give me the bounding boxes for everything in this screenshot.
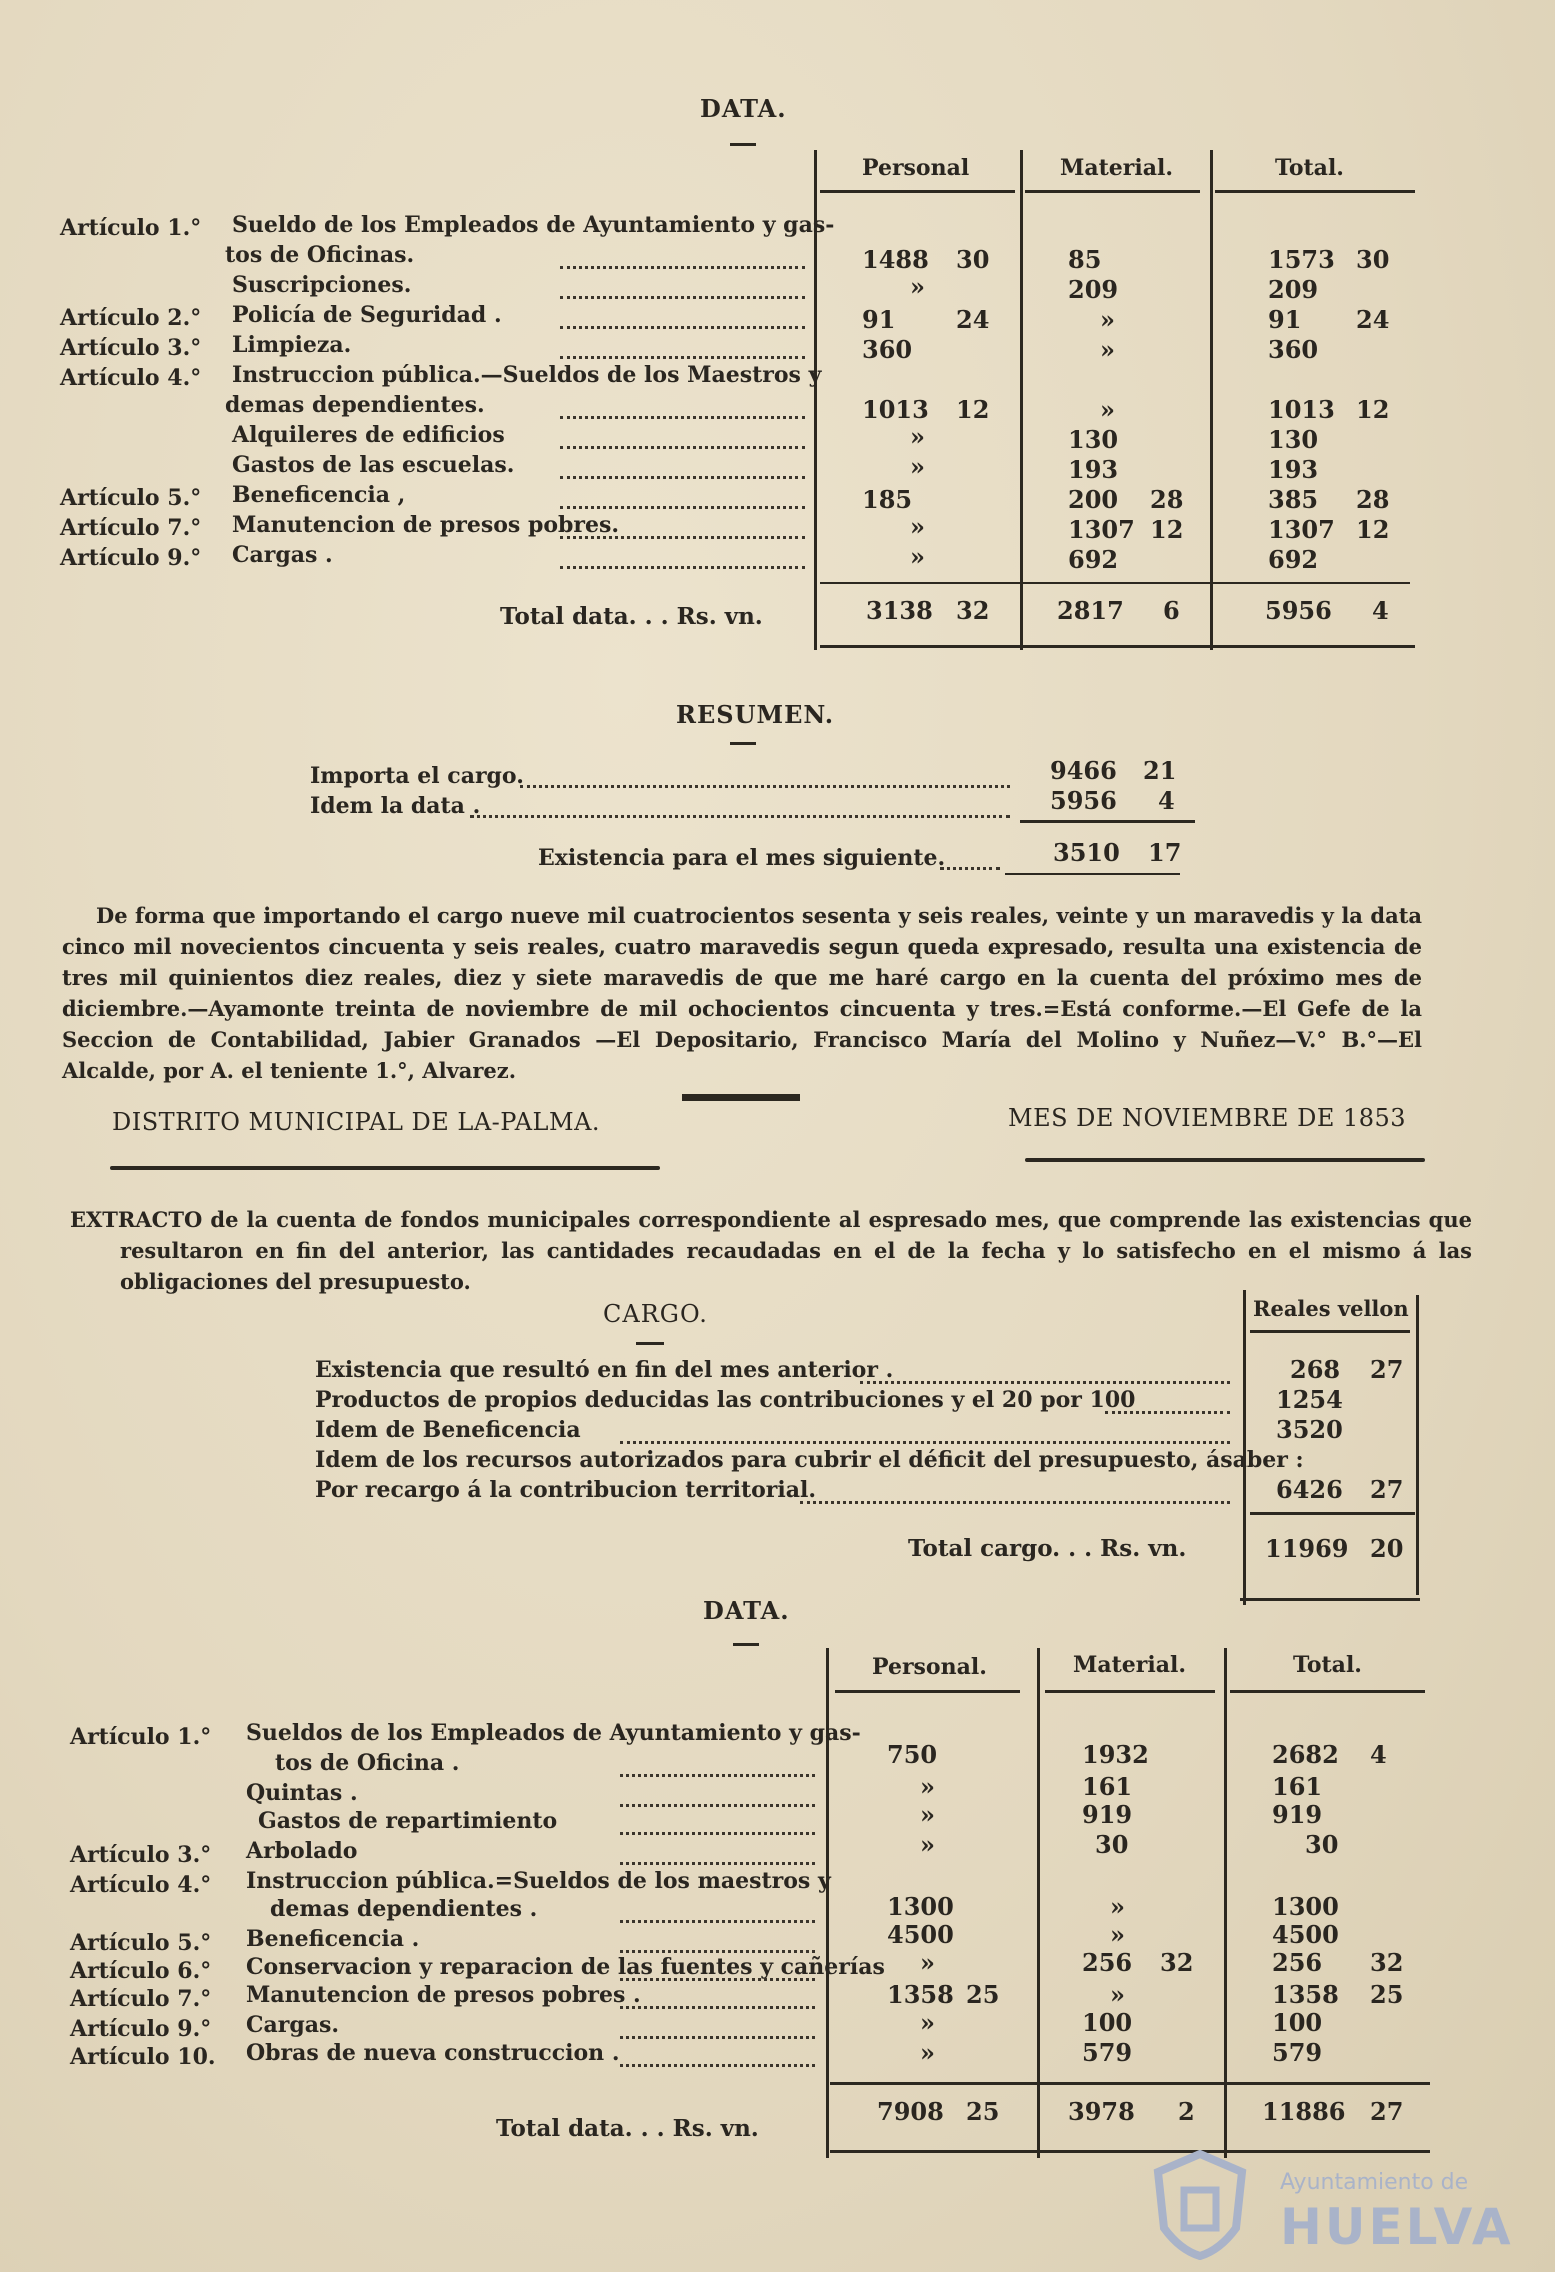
total-value: 919 (1272, 1800, 1323, 1829)
personal-value: » (920, 1830, 935, 1859)
cargo-cents: 27 (1370, 1475, 1404, 1504)
watermark-line1: Ayuntamiento de (1280, 2170, 1469, 2195)
data-title-1: DATA. (700, 94, 787, 123)
data-title-2: DATA. (703, 1596, 790, 1625)
row-description: Instruccion pública.—Sueldos de los Maestros y (232, 362, 822, 388)
row-description: tos de Oficina . (275, 1750, 460, 1776)
resumen-exist-label: Existencia para el mes siguiente. (538, 845, 946, 871)
row-description: tos de Oficinas. (225, 242, 415, 268)
row-description: Alquileres de edificios (232, 422, 505, 448)
personal-cents: 25 (966, 1980, 1000, 2009)
cargo-value: 1254 (1276, 1385, 1343, 1414)
total-material-cents-2: 2 (1178, 2097, 1195, 2126)
material-value: 200 (1068, 485, 1119, 514)
personal-value: 360 (862, 335, 913, 364)
leader-dots (560, 416, 805, 419)
total-rule-2 (830, 2150, 1430, 2153)
leader-dots (620, 1978, 815, 1981)
leader-dots (620, 1774, 815, 1777)
leader-dots (620, 2006, 815, 2009)
material-value: 256 (1082, 1948, 1133, 1977)
material-value: 30 (1095, 1830, 1129, 1859)
total-cents: 32 (1370, 1948, 1404, 1977)
article-label: Artículo 5.° (60, 485, 202, 511)
article-label: Artículo 5.° (70, 1930, 212, 1956)
personal-cents: 12 (956, 395, 990, 424)
personal-value: » (910, 452, 925, 481)
material-value: 130 (1068, 425, 1119, 454)
row-description: Beneficencia , (232, 482, 406, 508)
district-name: DISTRITO MUNICIPAL DE LA-PALMA. (112, 1108, 601, 1136)
total-value: 385 (1268, 485, 1319, 514)
article-label: Artículo 9.° (60, 545, 202, 571)
personal-value: » (920, 2038, 935, 2067)
material-cents: 12 (1150, 515, 1184, 544)
header-rule-3 (1215, 190, 1415, 193)
personal-value: » (910, 272, 925, 301)
cargo-total-cents: 20 (1370, 1534, 1404, 1563)
personal-value: 1358 (887, 1980, 954, 2009)
watermark-line2: HUELVA (1280, 2198, 1514, 2256)
leader-dots (620, 1862, 815, 1865)
material-value: 579 (1082, 2038, 1133, 2067)
cargo-row-description: Por recargo á la contribucion territorial. (315, 1477, 816, 1503)
row-description: Quintas . (246, 1780, 358, 1806)
row-description: Cargas . (232, 542, 333, 568)
total-rule-1 (820, 645, 1415, 648)
resumen-data-dots (470, 815, 1010, 818)
vrule-s1-b (1020, 150, 1023, 650)
material-cents: 32 (1160, 1948, 1194, 1977)
resumen-exist-dots (940, 867, 1000, 870)
article-label: Artículo 4.° (70, 1872, 212, 1898)
resumen-dash (730, 742, 756, 745)
row-description: Gastos de repartimiento (258, 1808, 558, 1834)
resumen-cargo-cents: 21 (1143, 756, 1177, 785)
personal-cents: 24 (956, 305, 990, 334)
resumen-data-label: Idem la data . (310, 793, 481, 819)
article-label: Artículo 7.° (70, 1986, 212, 2012)
district-underline-right (1025, 1158, 1425, 1162)
header-rule-2b (1045, 1690, 1215, 1693)
total-cents: 30 (1356, 245, 1390, 274)
total-data-label-2: Total data. . . Rs. vn. (496, 2115, 759, 2142)
row-description: Suscripciones. (232, 272, 412, 298)
leader-dots (620, 1804, 815, 1807)
material-value: 919 (1082, 1800, 1133, 1829)
article-label: Artículo 6.° (70, 1958, 212, 1984)
total-value: 256 (1272, 1948, 1323, 1977)
total-value: 1300 (1272, 1892, 1339, 1921)
total-value: 100 (1272, 2008, 1323, 2037)
total-personal-cents-1: 32 (956, 596, 990, 625)
cargo-sum-rule (1250, 1512, 1415, 1515)
total-data-label-1: Total data. . . Rs. vn. (500, 603, 763, 630)
district-month: MES DE NOVIEMBRE DE 1853 (1008, 1104, 1407, 1132)
cargo-total-label: Total cargo. . . Rs. vn. (908, 1535, 1187, 1562)
total-value: 193 (1268, 455, 1319, 484)
personal-value: » (920, 1800, 935, 1829)
leader-dots (1105, 1411, 1230, 1414)
leader-dots (800, 1501, 1230, 1504)
col-header-material-1: Material. (1060, 155, 1173, 181)
leader-dots (560, 326, 805, 329)
material-value: 161 (1082, 1772, 1133, 1801)
personal-value: » (920, 2008, 935, 2037)
resumen-exist-value: 3510 (1053, 838, 1120, 867)
col-header-personal-1: Personal (862, 155, 970, 181)
row-description: Policía de Seguridad . (232, 302, 502, 328)
header-rule-2 (1025, 190, 1200, 193)
material-value: 100 (1082, 2008, 1133, 2037)
title-dash-2 (733, 1643, 759, 1646)
leader-dots (560, 506, 805, 509)
leader-dots (560, 356, 805, 359)
vrule-s1-c (1210, 150, 1213, 650)
personal-value: » (910, 422, 925, 451)
cargo-row-description: Idem de los recursos autorizados para cubrir el déficit del presupuesto, ásaber : (315, 1447, 1304, 1473)
total-total-cents-1: 4 (1372, 596, 1389, 625)
leader-dots (620, 1920, 815, 1923)
leader-dots (860, 1381, 1230, 1384)
row-description: Instruccion pública.=Sueldos de los maestros y (246, 1868, 831, 1894)
resumen-cargo-label: Importa el cargo. (310, 763, 524, 789)
subtotal-rule-2 (830, 2082, 1430, 2085)
total-value: 579 (1272, 2038, 1323, 2067)
material-value: » (1100, 305, 1115, 334)
leader-dots (560, 296, 805, 299)
article-label: Artículo 1.° (70, 1724, 212, 1750)
personal-value: 1488 (862, 245, 929, 274)
cargo-value: 268 (1290, 1355, 1341, 1384)
row-description: Limpieza. (232, 332, 352, 358)
row-description: Cargas. (246, 2012, 340, 2038)
personal-value: 91 (862, 305, 896, 334)
personal-value: » (910, 512, 925, 541)
material-value: » (1100, 335, 1115, 364)
leader-dots (560, 266, 805, 269)
row-description: Manutencion de presos pobres. (232, 512, 620, 538)
total-material-cents-1: 6 (1163, 596, 1180, 625)
cargo-row-description: Productos de propios deducidas las contribuciones y el 20 por 100 (315, 1387, 1136, 1413)
total-value: 1573 (1268, 245, 1335, 274)
resumen-data-cents: 4 (1158, 786, 1175, 815)
article-label: Artículo 4.° (60, 365, 202, 391)
district-underline-left (110, 1166, 660, 1170)
total-value: 692 (1268, 545, 1319, 574)
total-personal-cents-2: 25 (966, 2097, 1000, 2126)
total-total-2: 11886 (1262, 2097, 1346, 2126)
total-material-1: 2817 (1057, 596, 1124, 625)
row-description: Conservacion y reparacion de las fuentes y cañerías (246, 1954, 885, 1980)
huelva-logo-icon (1150, 2150, 1250, 2260)
row-description: Sueldos de los Empleados de Ayuntamiento y gas- (246, 1720, 861, 1746)
material-value: 692 (1068, 545, 1119, 574)
section-separator (682, 1094, 800, 1101)
total-value: 2682 (1272, 1740, 1339, 1769)
total-value: 209 (1268, 275, 1319, 304)
cargo-vrule-right (1416, 1295, 1419, 1595)
extracto-paragraph: EXTRACTO de la cuenta de fondos municipales correspondiente al espresado mes, que comprende las existencias que resultaron en fin del anterior, las cantidades recaudadas en el de la fecha y lo satisfecho en el mismo á las obligaciones del presupuesto. (70, 1207, 1472, 1294)
leader-dots (620, 2064, 815, 2067)
personal-value: » (920, 1948, 935, 1977)
total-value: 91 (1268, 305, 1302, 334)
article-label: Artículo 9.° (70, 2016, 212, 2042)
leader-dots (620, 1950, 815, 1953)
cargo-title: CARGO. (603, 1300, 708, 1328)
cargo-total-value: 11969 (1265, 1534, 1349, 1563)
personal-value: 750 (887, 1740, 938, 1769)
row-description: Arbolado (246, 1838, 358, 1864)
total-value: 1013 (1268, 395, 1335, 424)
leader-dots (560, 536, 805, 539)
material-value: 209 (1068, 275, 1119, 304)
total-value: 4500 (1272, 1920, 1339, 1949)
cargo-cents: 27 (1370, 1355, 1404, 1384)
total-total-cents-2: 27 (1370, 2097, 1404, 2126)
total-value: 1358 (1272, 1980, 1339, 2009)
row-description: Gastos de las escuelas. (232, 452, 515, 478)
total-value: 161 (1272, 1772, 1323, 1801)
total-total-1: 5956 (1265, 596, 1332, 625)
total-cents: 28 (1356, 485, 1390, 514)
total-personal-2: 7908 (877, 2097, 944, 2126)
row-description: Sueldo de los Empleados de Ayuntamiento y gas- (232, 212, 835, 238)
total-cents: 4 (1370, 1740, 1387, 1769)
article-label: Artículo 10. (70, 2044, 216, 2070)
material-value: » (1110, 1920, 1125, 1949)
leader-dots (560, 566, 805, 569)
material-value: 1932 (1082, 1740, 1149, 1769)
leader-dots (560, 476, 805, 479)
col-header-total-2: Total. (1293, 1652, 1362, 1678)
col-header-material-2: Material. (1073, 1652, 1186, 1678)
cargo-value: 3520 (1276, 1415, 1343, 1444)
personal-value: » (920, 1772, 935, 1801)
material-value: 85 (1068, 245, 1102, 274)
cargo-dash (636, 1342, 664, 1345)
total-value: 30 (1305, 1830, 1339, 1859)
article-label: Artículo 2.° (60, 305, 202, 331)
resumen-sum-rule (1020, 820, 1195, 823)
material-value: » (1110, 1980, 1125, 2009)
row-description: Obras de nueva construccion . (246, 2040, 620, 2066)
col-header-personal-2: Personal. (872, 1654, 987, 1680)
total-cents: 24 (1356, 305, 1390, 334)
subtotal-rule-1 (820, 582, 1410, 584)
resumen-cargo-value: 9466 (1050, 756, 1117, 785)
resumen-data-value: 5956 (1050, 786, 1117, 815)
title-dash-1 (730, 143, 756, 146)
closing-paragraph: De forma que importando el cargo nueve mil cuatrocientos sesenta y seis reales, veinte y un maravedis y la data cinco mil novecientos cincuenta y seis reales, cuatro maravedis segun queda expresado, resulta una existencia de tres mil quinientos diez reales, diez y siete maravedis de que me haré cargo en la cuenta del próximo mes de diciembre.—Ayamonte treinta de noviembre de mil ochocientos cincuenta y tres.=Está conforme.—El Gefe de la Seccion de Contabilidad, Jabier Granados —El Depositario, Francisco María del Molino y Nuñez—V.° B.°—El Alcalde, por A. el teniente 1.°, Alvarez. (62, 903, 1422, 1083)
personal-value: 1300 (887, 1892, 954, 1921)
resumen-cargo-dots (520, 785, 1010, 788)
article-label: Artículo 3.° (60, 335, 202, 361)
material-value: » (1100, 395, 1115, 424)
total-value: 360 (1268, 335, 1319, 364)
row-description: demas dependientes . (270, 1896, 538, 1922)
material-value: 1307 (1068, 515, 1135, 544)
cargo-header: Reales vellon (1253, 1296, 1409, 1321)
total-cents: 12 (1356, 515, 1390, 544)
row-description: Beneficencia . (246, 1926, 420, 1952)
article-label: Artículo 3.° (70, 1842, 212, 1868)
personal-value: 4500 (887, 1920, 954, 1949)
personal-value: » (910, 542, 925, 571)
total-personal-1: 3138 (866, 596, 933, 625)
header-rule-2c (1230, 1690, 1425, 1693)
total-cents: 12 (1356, 395, 1390, 424)
personal-cents: 30 (956, 245, 990, 274)
col-header-total-1: Total. (1275, 155, 1344, 181)
cargo-total-rule (1240, 1598, 1420, 1601)
material-value: » (1110, 1892, 1125, 1921)
total-material-2: 3978 (1068, 2097, 1135, 2126)
resumen-exist-rule (1005, 873, 1180, 875)
row-description: demas dependientes. (225, 392, 485, 418)
article-label: Artículo 1.° (60, 215, 202, 241)
resumen-exist-cents: 17 (1148, 838, 1182, 867)
article-label: Artículo 7.° (60, 515, 202, 541)
row-description: Manutencion de presos pobres . (246, 1982, 641, 2008)
leader-dots (560, 446, 805, 449)
material-value: 193 (1068, 455, 1119, 484)
personal-value: 185 (862, 485, 913, 514)
personal-value: 1013 (862, 395, 929, 424)
cargo-row-description: Idem de Beneficencia (315, 1417, 581, 1443)
cargo-value: 6426 (1276, 1475, 1343, 1504)
cargo-row-description: Existencia que resultó en fin del mes anterior . (315, 1357, 894, 1383)
leader-dots (620, 1832, 815, 1835)
header-rule-2a (835, 1690, 1020, 1693)
leader-dots (620, 1441, 1230, 1444)
leader-dots (620, 2036, 815, 2039)
material-cents: 28 (1150, 485, 1184, 514)
cargo-header-rule (1250, 1330, 1410, 1333)
resumen-title: RESUMEN. (676, 700, 835, 729)
header-rule-1 (820, 190, 1015, 193)
total-value: 130 (1268, 425, 1319, 454)
total-value: 1307 (1268, 515, 1335, 544)
total-cents: 25 (1370, 1980, 1404, 2009)
